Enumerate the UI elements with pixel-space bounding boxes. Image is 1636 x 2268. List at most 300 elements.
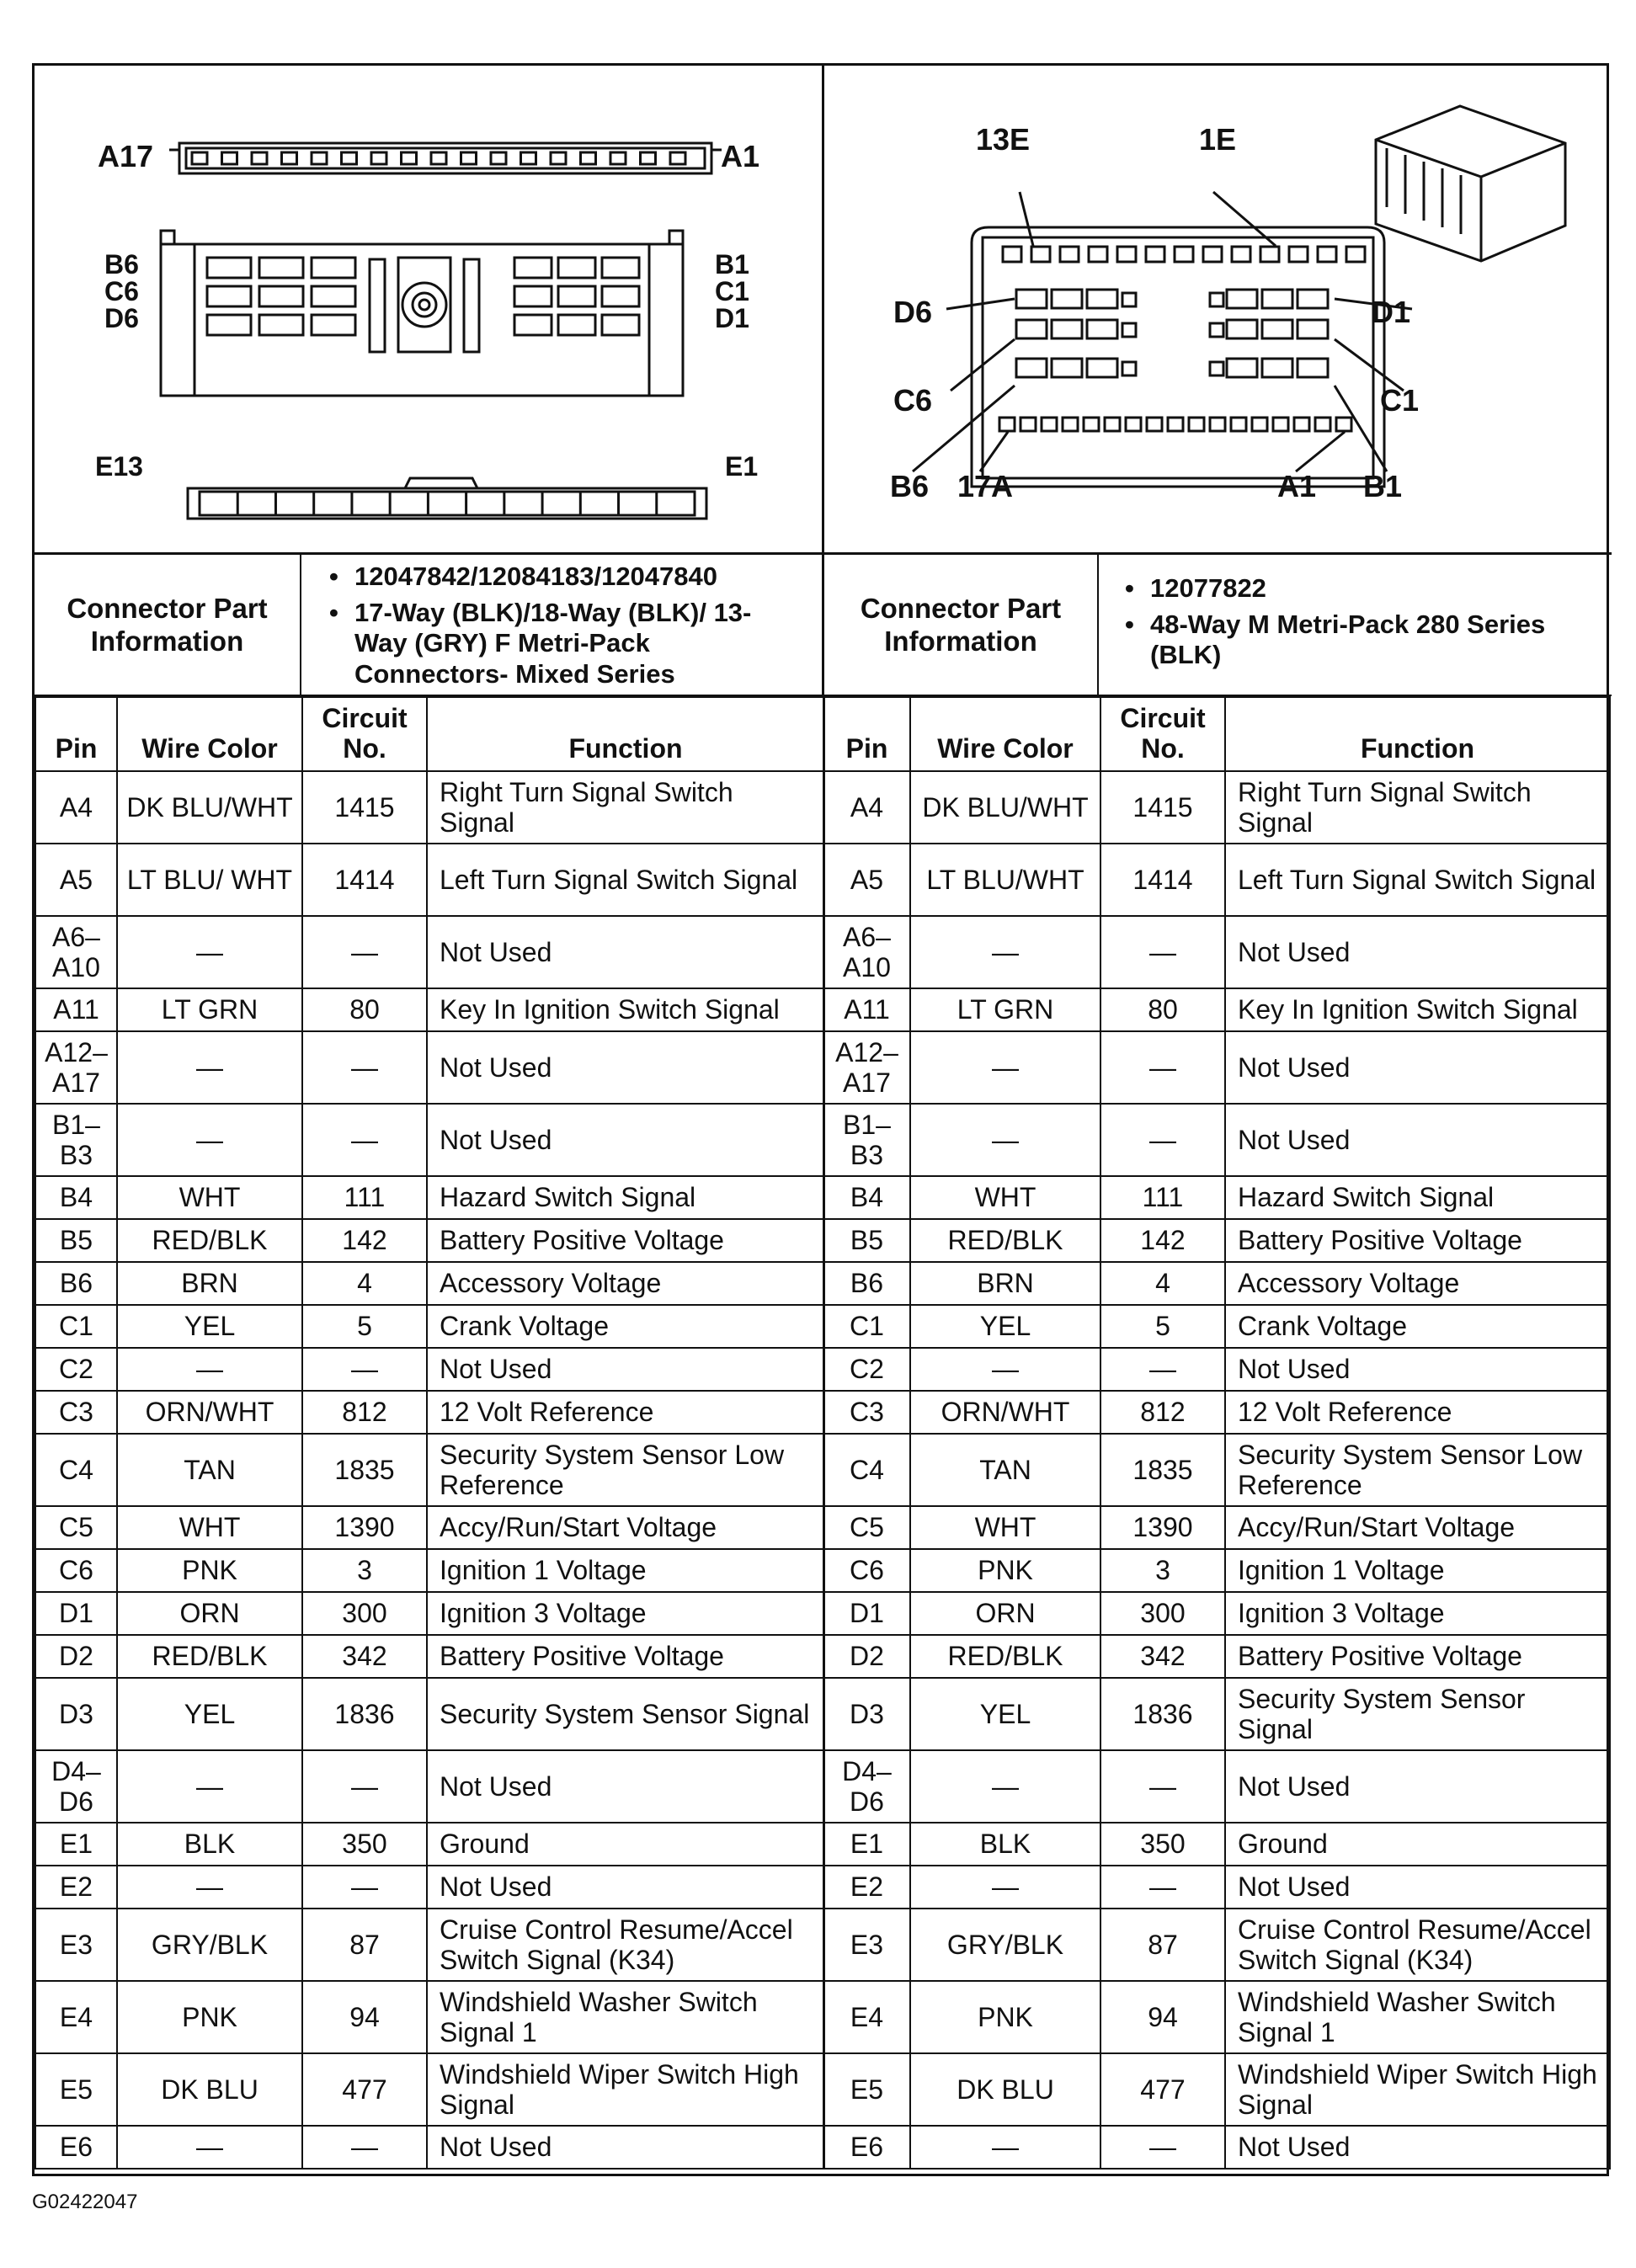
a-row-terminal xyxy=(491,152,506,164)
wire-color-cell: RED/BLK xyxy=(910,1635,1100,1678)
e-row-key xyxy=(405,478,477,488)
pin-cell: A6– A10 xyxy=(35,916,117,988)
pin-cell: B5 xyxy=(35,1219,117,1262)
right-pin-table xyxy=(823,696,1611,2170)
circuit-cell: 342 xyxy=(302,1635,427,1678)
center-ring-inner xyxy=(413,293,436,317)
function-cell: Battery Positive Voltage xyxy=(427,1219,824,1262)
table-row xyxy=(35,1031,824,1104)
pin-cell: B1– B3 xyxy=(35,1104,117,1176)
function-cell: Not Used xyxy=(427,916,824,988)
pin-cell: E4 xyxy=(823,1981,910,2053)
circuit-cell: 3 xyxy=(1100,1549,1225,1592)
a-row-terminal xyxy=(371,152,386,164)
circuit-cell: 142 xyxy=(1100,1219,1225,1262)
e-row-pin xyxy=(1203,247,1222,262)
circuit-cell: 1836 xyxy=(1100,1678,1225,1750)
pin-cell: C3 xyxy=(35,1391,117,1434)
wire-color-cell: PNK xyxy=(910,1549,1100,1592)
cavity-left xyxy=(259,258,303,278)
function-cell: 12 Volt Reference xyxy=(1225,1391,1610,1434)
pin-cell: A5 xyxy=(823,844,910,916)
cavity-right xyxy=(514,315,552,335)
a-row-terminal xyxy=(431,152,446,164)
right-block-pin xyxy=(1227,320,1257,338)
circuit-cell: — xyxy=(302,1750,427,1823)
right-block-pin xyxy=(1298,290,1328,308)
table-row xyxy=(35,1866,824,1909)
label-17a: 17A xyxy=(957,469,1014,503)
table-row xyxy=(35,1104,824,1176)
circuit-cell: — xyxy=(302,916,427,988)
pin-cell: A6– A10 xyxy=(823,916,910,988)
circuit-cell: 3 xyxy=(302,1549,427,1592)
a-row-pin xyxy=(1084,418,1099,431)
right-block-pin xyxy=(1227,359,1257,377)
cavity-left xyxy=(207,286,251,306)
table-row xyxy=(35,1981,824,2053)
b-d-tab-right xyxy=(669,231,683,244)
function-cell: Ground xyxy=(1225,1823,1610,1866)
pin-cell: D2 xyxy=(823,1635,910,1678)
function-cell: Security System Sensor Signal xyxy=(1225,1678,1610,1750)
table-row xyxy=(35,916,824,988)
function-cell: Left Turn Signal Switch Signal xyxy=(427,844,824,916)
circuit-cell: 87 xyxy=(302,1909,427,1981)
table-row xyxy=(823,2053,1610,2126)
table-row xyxy=(823,1635,1610,1678)
table-row xyxy=(823,1866,1610,1909)
col-function: Function xyxy=(427,697,824,771)
table-row xyxy=(823,2126,1610,2169)
left-block-pin xyxy=(1052,290,1082,308)
function-cell: Accessory Voltage xyxy=(427,1262,824,1305)
function-cell: Security System Sensor Low Reference xyxy=(1225,1434,1610,1506)
function-cell: Battery Positive Voltage xyxy=(1225,1219,1610,1262)
label-c6: C6 xyxy=(104,276,139,306)
function-cell: Windshield Wiper Switch High Signal xyxy=(1225,2053,1610,2126)
info-row xyxy=(35,555,1612,696)
e-row-pin xyxy=(1031,247,1050,262)
small-pin xyxy=(1210,323,1223,337)
label-b1-right: B1 xyxy=(1363,469,1403,503)
label-e1: E1 xyxy=(725,451,759,482)
function-cell: Cruise Control Resume/Accel Switch Signal (K34) xyxy=(427,1909,824,1981)
right-info-heading: Connector Part Information xyxy=(860,593,1062,657)
function-cell: Ground xyxy=(427,1823,824,1866)
label-b1: B1 xyxy=(715,249,749,280)
table-row xyxy=(823,1981,1610,2053)
wire-color-cell: ORN/WHT xyxy=(117,1391,302,1434)
cavity-right xyxy=(602,286,639,306)
left-connector-description: • 17-Way (BLK)/18-Way (BLK)/ 13-Way (GRY) F Metri-Pack Connectors- Mixed Series xyxy=(329,598,801,690)
label-a17: A17 xyxy=(98,139,154,173)
col-wire-color: Wire Color xyxy=(117,697,302,771)
function-cell: Battery Positive Voltage xyxy=(427,1635,824,1678)
a-row-terminal xyxy=(282,152,297,164)
col-pin: Pin xyxy=(35,697,117,771)
right-connector-description: • 48-Way M Metri-Pack 280 Series (BLK) xyxy=(1125,610,1580,671)
circuit-cell: 1414 xyxy=(302,844,427,916)
function-cell: 12 Volt Reference xyxy=(427,1391,824,1434)
a-row-pin xyxy=(1126,418,1141,431)
right-block-pin xyxy=(1298,320,1328,338)
a-row-terminal xyxy=(252,152,267,164)
table-row xyxy=(823,1305,1610,1348)
wire-color-cell: BLK xyxy=(910,1823,1100,1866)
cavity-left xyxy=(207,315,251,335)
pin-cell: D2 xyxy=(35,1635,117,1678)
a-row-pin xyxy=(1210,418,1225,431)
left-info-list xyxy=(329,562,801,695)
table-row xyxy=(823,1823,1610,1866)
pin-cell: C1 xyxy=(35,1305,117,1348)
label-d6: D6 xyxy=(104,303,139,333)
e-row-pin xyxy=(1003,247,1021,262)
cavity-right xyxy=(602,315,639,335)
pin-cell: B6 xyxy=(35,1262,117,1305)
pin-cell: C5 xyxy=(823,1506,910,1549)
pin-cell: A12– A17 xyxy=(35,1031,117,1104)
table-row xyxy=(823,1262,1610,1305)
table-row xyxy=(35,1549,824,1592)
pin-cell: A4 xyxy=(35,771,117,844)
wire-color-cell: BLK xyxy=(117,1823,302,1866)
pin-cell: D1 xyxy=(823,1592,910,1635)
cavity-right xyxy=(514,258,552,278)
pin-cell: D3 xyxy=(35,1678,117,1750)
pin-cell: E5 xyxy=(35,2053,117,2126)
pin-cell: E1 xyxy=(823,1823,910,1866)
pin-cell: E2 xyxy=(35,1866,117,1909)
circuit-cell: 142 xyxy=(302,1219,427,1262)
a-row-pin xyxy=(1063,418,1078,431)
pin-cell: C6 xyxy=(823,1549,910,1592)
cavity-right xyxy=(558,315,595,335)
label-a1-right: A1 xyxy=(1277,469,1317,503)
wire-color-cell: LT GRN xyxy=(910,988,1100,1031)
table-row xyxy=(823,1506,1610,1549)
pin-cell: B1– B3 xyxy=(823,1104,910,1176)
left-block-pin xyxy=(1087,290,1117,308)
small-pin xyxy=(1210,362,1223,375)
function-cell: Accessory Voltage xyxy=(1225,1262,1610,1305)
table-row xyxy=(823,1434,1610,1506)
pin-cell: C2 xyxy=(35,1348,117,1391)
function-cell: Not Used xyxy=(1225,1866,1610,1909)
a-row-terminal xyxy=(521,152,536,164)
circuit-cell: — xyxy=(1100,1348,1225,1391)
pin-cell: C4 xyxy=(823,1434,910,1506)
label-1e: 1E xyxy=(1199,122,1237,157)
connector-sheet xyxy=(32,63,1609,2176)
circuit-cell: 477 xyxy=(302,2053,427,2126)
right-info-list xyxy=(1125,573,1580,676)
circuit-cell: — xyxy=(302,2126,427,2169)
wire-color-cell: TAN xyxy=(910,1434,1100,1506)
pin-cell: A11 xyxy=(35,988,117,1031)
circuit-cell: 350 xyxy=(302,1823,427,1866)
wire-color-cell: — xyxy=(117,1348,302,1391)
right-connector-diagram xyxy=(824,66,1612,552)
label-d1-right: D1 xyxy=(1372,295,1411,329)
center-boss xyxy=(398,258,450,352)
wire-color-cell: RED/BLK xyxy=(117,1635,302,1678)
wire-color-cell: BRN xyxy=(117,1262,302,1305)
pin-cell: E3 xyxy=(823,1909,910,1981)
small-pin xyxy=(1210,293,1223,306)
function-cell: Hazard Switch Signal xyxy=(1225,1176,1610,1219)
left-block-pin xyxy=(1016,320,1047,338)
function-cell: Crank Voltage xyxy=(427,1305,824,1348)
pin-cell: B5 xyxy=(823,1219,910,1262)
circuit-cell: 1835 xyxy=(302,1434,427,1506)
circuit-cell: — xyxy=(1100,1866,1225,1909)
table-row xyxy=(35,2053,824,2126)
circuit-cell: 1414 xyxy=(1100,844,1225,916)
left-connector-diagram xyxy=(35,66,822,552)
label-e13: E13 xyxy=(95,451,143,482)
table-row xyxy=(35,1262,824,1305)
label-b6: B6 xyxy=(104,249,139,280)
function-cell: Security System Sensor Low Reference xyxy=(427,1434,824,1506)
pin-cell: E4 xyxy=(35,1981,117,2053)
pin-cell: D4– D6 xyxy=(35,1750,117,1823)
function-cell: Battery Positive Voltage xyxy=(1225,1635,1610,1678)
a-row-terminal xyxy=(581,152,596,164)
circuit-cell: 342 xyxy=(1100,1635,1225,1678)
left-pin-table xyxy=(35,696,825,2170)
function-cell: Not Used xyxy=(427,1750,824,1823)
table-row xyxy=(35,1391,824,1434)
pin-cell: E5 xyxy=(823,2053,910,2126)
table-row xyxy=(823,1219,1610,1262)
a-row-pin xyxy=(1105,418,1120,431)
wire-color-cell: — xyxy=(910,916,1100,988)
wire-color-cell: WHT xyxy=(910,1506,1100,1549)
a-row-terminal xyxy=(192,152,207,164)
label-13e: 13E xyxy=(976,122,1031,157)
wire-color-cell: WHT xyxy=(910,1176,1100,1219)
table-row xyxy=(35,1434,824,1506)
wire-color-cell: — xyxy=(910,1031,1100,1104)
circuit-cell: — xyxy=(1100,1104,1225,1176)
wire-color-cell: YEL xyxy=(910,1678,1100,1750)
table-row xyxy=(35,1750,824,1823)
function-cell: Crank Voltage xyxy=(1225,1305,1610,1348)
label-d1: D1 xyxy=(715,303,749,333)
wire-color-cell: — xyxy=(910,1104,1100,1176)
wire-color-cell: LT BLU/ WHT xyxy=(117,844,302,916)
small-pin xyxy=(1122,323,1136,337)
wire-color-cell: WHT xyxy=(117,1176,302,1219)
e-row-pin xyxy=(1289,247,1308,262)
wire-color-cell: — xyxy=(117,1104,302,1176)
function-cell: Not Used xyxy=(427,1104,824,1176)
table-row xyxy=(35,844,824,916)
wire-color-cell: PNK xyxy=(117,1549,302,1592)
circuit-cell: 5 xyxy=(1100,1305,1225,1348)
cavity-left xyxy=(312,315,355,335)
table-row xyxy=(35,1219,824,1262)
cavity-left xyxy=(312,258,355,278)
function-cell: Accy/Run/Start Voltage xyxy=(427,1506,824,1549)
a-row-terminal xyxy=(641,152,656,164)
table-row xyxy=(823,1176,1610,1219)
circuit-cell: 812 xyxy=(302,1391,427,1434)
circuit-cell: — xyxy=(1100,916,1225,988)
function-cell: Hazard Switch Signal xyxy=(427,1176,824,1219)
cavity-left xyxy=(207,258,251,278)
left-block-pin xyxy=(1052,359,1082,377)
a-row-terminal xyxy=(402,152,417,164)
pin-cell: B4 xyxy=(35,1176,117,1219)
function-cell: Windshield Washer Switch Signal 1 xyxy=(1225,1981,1610,2053)
table-row xyxy=(35,1176,824,1219)
cavity-right xyxy=(558,258,595,278)
right-block-pin xyxy=(1227,290,1257,308)
pin-cell: C6 xyxy=(35,1549,117,1592)
function-cell: Right Turn Signal Switch Signal xyxy=(1225,771,1610,844)
pin-cell: E3 xyxy=(35,1909,117,1981)
table-row xyxy=(35,1823,824,1866)
col-pin: Pin xyxy=(823,697,910,771)
circuit-cell: 4 xyxy=(1100,1262,1225,1305)
circuit-cell: 80 xyxy=(1100,988,1225,1031)
a-row-pin xyxy=(1231,418,1246,431)
function-cell: Left Turn Signal Switch Signal xyxy=(1225,844,1610,916)
circuit-cell: — xyxy=(302,1348,427,1391)
pin-cell: C3 xyxy=(823,1391,910,1434)
pin-cell: B6 xyxy=(823,1262,910,1305)
pin-cell: C1 xyxy=(823,1305,910,1348)
cavity-right xyxy=(602,258,639,278)
a-row-terminal xyxy=(610,152,626,164)
wire-color-cell: — xyxy=(910,1348,1100,1391)
cavity-left xyxy=(259,315,303,335)
cavity-left xyxy=(312,286,355,306)
leader-a1 xyxy=(1296,432,1345,471)
e-row-pin xyxy=(1175,247,1193,262)
function-cell: Windshield Wiper Switch High Signal xyxy=(427,2053,824,2126)
right-block-pin xyxy=(1262,320,1292,338)
table-row xyxy=(35,988,824,1031)
figure-code: G02422047 xyxy=(32,2191,138,2213)
wire-color-cell: BRN xyxy=(910,1262,1100,1305)
wire-color-cell: ORN xyxy=(117,1592,302,1635)
right-part-number: • 12077822 xyxy=(1125,573,1580,604)
pin-cell: D3 xyxy=(823,1678,910,1750)
wire-color-cell: YEL xyxy=(117,1305,302,1348)
pin-cell: D1 xyxy=(35,1592,117,1635)
center-ring xyxy=(402,283,446,327)
wire-color-cell: YEL xyxy=(117,1678,302,1750)
function-cell: Key In Ignition Switch Signal xyxy=(1225,988,1610,1031)
right-block-pin xyxy=(1262,290,1292,308)
label-c1-right: C1 xyxy=(1380,383,1420,418)
wire-color-cell: — xyxy=(117,1750,302,1823)
pin-cell: D4– D6 xyxy=(823,1750,910,1823)
cavity-right xyxy=(514,286,552,306)
circuit-cell: 87 xyxy=(1100,1909,1225,1981)
pin-cell: A5 xyxy=(35,844,117,916)
a-row-pin xyxy=(1294,418,1309,431)
circuit-cell: — xyxy=(1100,1031,1225,1104)
col-circuit-no: Circuit No. xyxy=(302,697,427,771)
circuit-cell: 1836 xyxy=(302,1678,427,1750)
table-row xyxy=(823,1348,1610,1391)
leader-17a xyxy=(980,432,1008,471)
pin-cell: A12– A17 xyxy=(823,1031,910,1104)
table-row xyxy=(823,1909,1610,1981)
label-b6-right: B6 xyxy=(890,469,930,503)
left-block-pin xyxy=(1016,290,1047,308)
function-cell: Not Used xyxy=(1225,1750,1610,1823)
a-row-pin xyxy=(1273,418,1288,431)
a-row-terminal xyxy=(342,152,357,164)
function-cell: Cruise Control Resume/Accel Switch Signal (K34) xyxy=(1225,1909,1610,1981)
wire-color-cell: ORN/WHT xyxy=(910,1391,1100,1434)
wire-color-cell: — xyxy=(910,1750,1100,1823)
circuit-cell: 111 xyxy=(302,1176,427,1219)
table-row xyxy=(35,1348,824,1391)
a-row-terminal xyxy=(222,152,237,164)
circuit-cell: 1415 xyxy=(302,771,427,844)
circuit-cell: 350 xyxy=(1100,1823,1225,1866)
wire-color-cell: RED/BLK xyxy=(910,1219,1100,1262)
table-row xyxy=(35,2126,824,2169)
circuit-cell: 4 xyxy=(302,1262,427,1305)
function-cell: Ignition 1 Voltage xyxy=(1225,1549,1610,1592)
table-row xyxy=(823,1750,1610,1823)
lock-slot-left xyxy=(370,259,385,352)
function-cell: Not Used xyxy=(1225,1104,1610,1176)
function-cell: Ignition 3 Voltage xyxy=(1225,1592,1610,1635)
function-cell: Accy/Run/Start Voltage xyxy=(1225,1506,1610,1549)
leader-d6 xyxy=(946,299,1015,309)
label-a1: A1 xyxy=(721,139,760,173)
wire-color-cell: RED/BLK xyxy=(117,1219,302,1262)
e-row-pin xyxy=(1232,247,1250,262)
e-row-pin xyxy=(1260,247,1279,262)
col-circuit-no: Circuit No. xyxy=(1100,697,1225,771)
table-row xyxy=(823,1549,1610,1592)
a-row-terminal xyxy=(461,152,477,164)
circuit-cell: — xyxy=(302,1031,427,1104)
function-cell: Not Used xyxy=(1225,916,1610,988)
circuit-cell: 111 xyxy=(1100,1176,1225,1219)
function-cell: Key In Ignition Switch Signal xyxy=(427,988,824,1031)
circuit-cell: 812 xyxy=(1100,1391,1225,1434)
wire-color-cell: TAN xyxy=(117,1434,302,1506)
function-cell: Security System Sensor Signal xyxy=(427,1678,824,1750)
function-cell: Not Used xyxy=(1225,1031,1610,1104)
pin-cell: E6 xyxy=(35,2126,117,2169)
table-row xyxy=(823,988,1610,1031)
label-c6-right: C6 xyxy=(893,383,933,418)
e-row-pin xyxy=(1060,247,1079,262)
circuit-cell: 300 xyxy=(1100,1592,1225,1635)
circuit-cell: 94 xyxy=(1100,1981,1225,2053)
function-cell: Not Used xyxy=(427,2126,824,2169)
function-cell: Not Used xyxy=(427,1031,824,1104)
pin-cell: A11 xyxy=(823,988,910,1031)
left-block-pin xyxy=(1016,359,1047,377)
wire-color-cell: — xyxy=(910,2126,1100,2169)
pin-cell: A4 xyxy=(823,771,910,844)
function-cell: Right Turn Signal Switch Signal xyxy=(427,771,824,844)
table-row xyxy=(823,771,1610,844)
